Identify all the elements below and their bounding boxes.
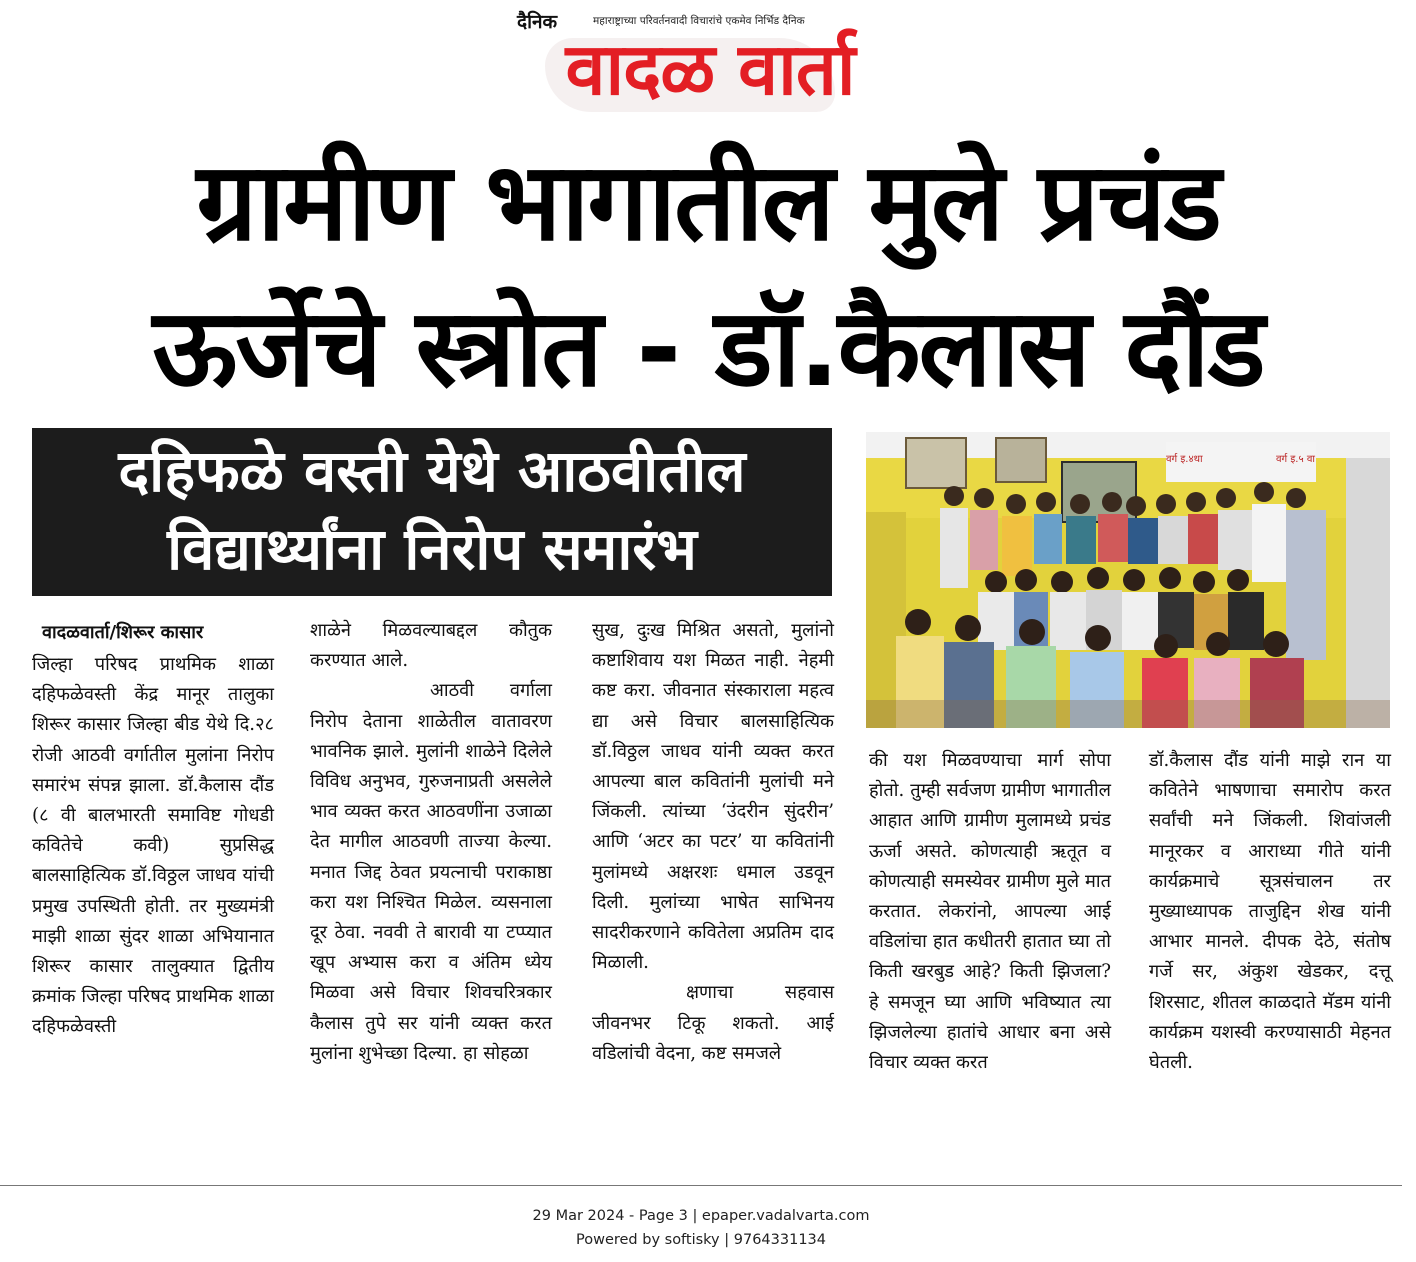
- event-photo: [866, 432, 1390, 728]
- headline-line-1: ग्रामीण भागातील मुले प्रचंड: [196, 140, 1220, 265]
- column-2-text-a: शाळेने मिळवल्याबद्दल कौतुक करण्यात आले.: [310, 620, 552, 672]
- footer-divider: [0, 1185, 1402, 1186]
- subheadline-line-2: विद्यार्थ्यांना निरोप समारंभ: [167, 515, 697, 583]
- masthead-prefix: दैनिक: [517, 11, 558, 33]
- page-footer: [0, 1204, 1402, 1252]
- article-column-5: [1149, 746, 1391, 1078]
- newspaper-logo: वादळ वार्ता: [565, 27, 855, 111]
- subheadline-box: [32, 428, 832, 596]
- group-photo-illustration: [866, 432, 1390, 728]
- column-4-text: की यश मिळवण्याचा मार्ग सोपा होतो. तुम्ही सर्वजण ग्रामीण भागातील आहात आणि ग्रामीण मुलामध्ये प्रचंड ऊर्जा असते. कोणत्याही ऋतूत व कोणत्याही समस्येवर ग्रामीण मुले मात करतात. लेकरांनो, आपल्या आई वडिलांचा हात कधीतरी हातात घ्या तो किती खरबुड आहे? किती झिजला? हे समजून घ्या आणि भविष्यात त्या झिजलेल्या हातांचे आधार बना असे विचार व्यक्त करत: [869, 750, 1111, 1074]
- masthead-tagline: महाराष्ट्राच्या परिवर्तनवादी विचारांचे एकमेव निर्भिड दैनिक: [593, 15, 805, 27]
- column-3-text-b: क्षणाचा सहवास जीवनभर टिकू शकतो. आई वडिलांची वेदना, कष्ट समजले: [592, 982, 834, 1064]
- footer-date-page: 29 Mar 2024 - Page 3 | epaper.vadalvarta.com: [532, 1208, 870, 1224]
- article-column-2: [310, 616, 552, 1069]
- article-column-1: [32, 650, 274, 1043]
- column-2-text-b: आठवी वर्गाला निरोप देताना शाळेतील वातावरण भावनिक झाले. मुलांनी शाळेने दिलेले विविध अनुभव, गुरुजनाप्रती असलेले भाव व्यक्त करत आठवणींना उजाळा देत मागील आठवणी ताज्या केल्या. मनात जिद्द ठेवत प्रयत्नाची पराकाष्ठा करा यश निश्चित मिळेल. व्यसनाला दूर ठेवा. नववी ते बारावी या टप्प्यात खूप अभ्यास करा व अंतिम ध्येय मिळवा असे विचार शिवचरित्रकार कैलास तुपे सर यांनी व्यक्त करत मुलांना शुभेच्छा दिल्या. हा सोहळा: [310, 680, 552, 1064]
- column-3-text-a: सुख, दुःख मिश्रित असतो, मुलांनो कष्टाशिवाय यश मिळत नाही. नेहमी कष्ट करा. जीवनात संस्काराला महत्व द्या असे विचार बालसाहित्यिक डॉ.विठ्ठल जाधव यांनी व्यक्त करत आपल्या बाल कवितांनी मुलांची मने जिंकली. त्यांच्या ‘उंदरीन सुंदरीन’ आणि ‘अटर का पटर’ या कवितांनी मुलांमध्ये अक्षरशः धमाल उडवून दिली. मुलांच्या भाषेत साभिनय सादरीकरणाने कवितेला अप्रतिम दाद मिळाली.: [592, 620, 834, 974]
- masthead: [505, 4, 915, 116]
- column-5-text: डॉ.कैलास दौंड यांनी माझे रान या कवितेने भाषणाचा समारोप करत सर्वांची मने जिंकली. शिवांजली मानूरकर व आराध्या गीते यांनी कार्यक्रमाचे सूत्रसंचालन तर मुख्याध्यापक ताजुद्दिन शेख यांनी आभार मानले. दीपक देठे, संतोष गर्जे सर, अंकुश खेडकर, दत्तू शिरसाट, शीतल काळदाते मॅडम यांनी कार्यक्रम यशस्वी करण्यासाठी मेहनत घेतली.: [1149, 750, 1391, 1074]
- headline-line-2: ऊर्जेचे स्त्रोत - डॉ.कैलास दौंड: [152, 286, 1264, 411]
- article-column-4: [869, 746, 1111, 1078]
- wall-sign-left: वर्ग इ.४था: [1166, 454, 1203, 465]
- article-byline: वादळवार्ता/शिरूर कासार: [42, 622, 204, 643]
- footer-powered-by: Powered by softisky | 9764331134: [575, 1232, 826, 1248]
- headline: [0, 130, 1416, 422]
- article-column-3: [592, 616, 834, 1069]
- wall-sign-right: वर्ग इ.५ वा: [1276, 454, 1315, 465]
- subheadline-line-1: दहिफळे वस्ती येथे आठवीतील: [118, 437, 746, 505]
- column-1-text: जिल्हा परिषद प्राथमिक शाळा दहिफळेवस्ती केंद्र मानूर तालुका शिरूर कासार जिल्हा बीड येथे दि.२८ रोजी आठवी वर्गातील मुलांना निरोप समारंभ संपन्न झाला. डॉ.कैलास दौंड (८ वी बालभारती समाविष्ट गोधडी कवितेचे कवी) सुप्रसिद्ध बालसाहित्यिक डॉ.विठ्ठल जाधव यांची प्रमुख उपस्थिती होती. तर मुख्यमंत्री माझी शाळा सुंदर शाळा अभियानात शिरूर कासार तालुक्यात द्वितीय क्रमांक जिल्हा परिषद प्राथमिक शाळा दहिफळेवस्ती: [32, 654, 274, 1038]
